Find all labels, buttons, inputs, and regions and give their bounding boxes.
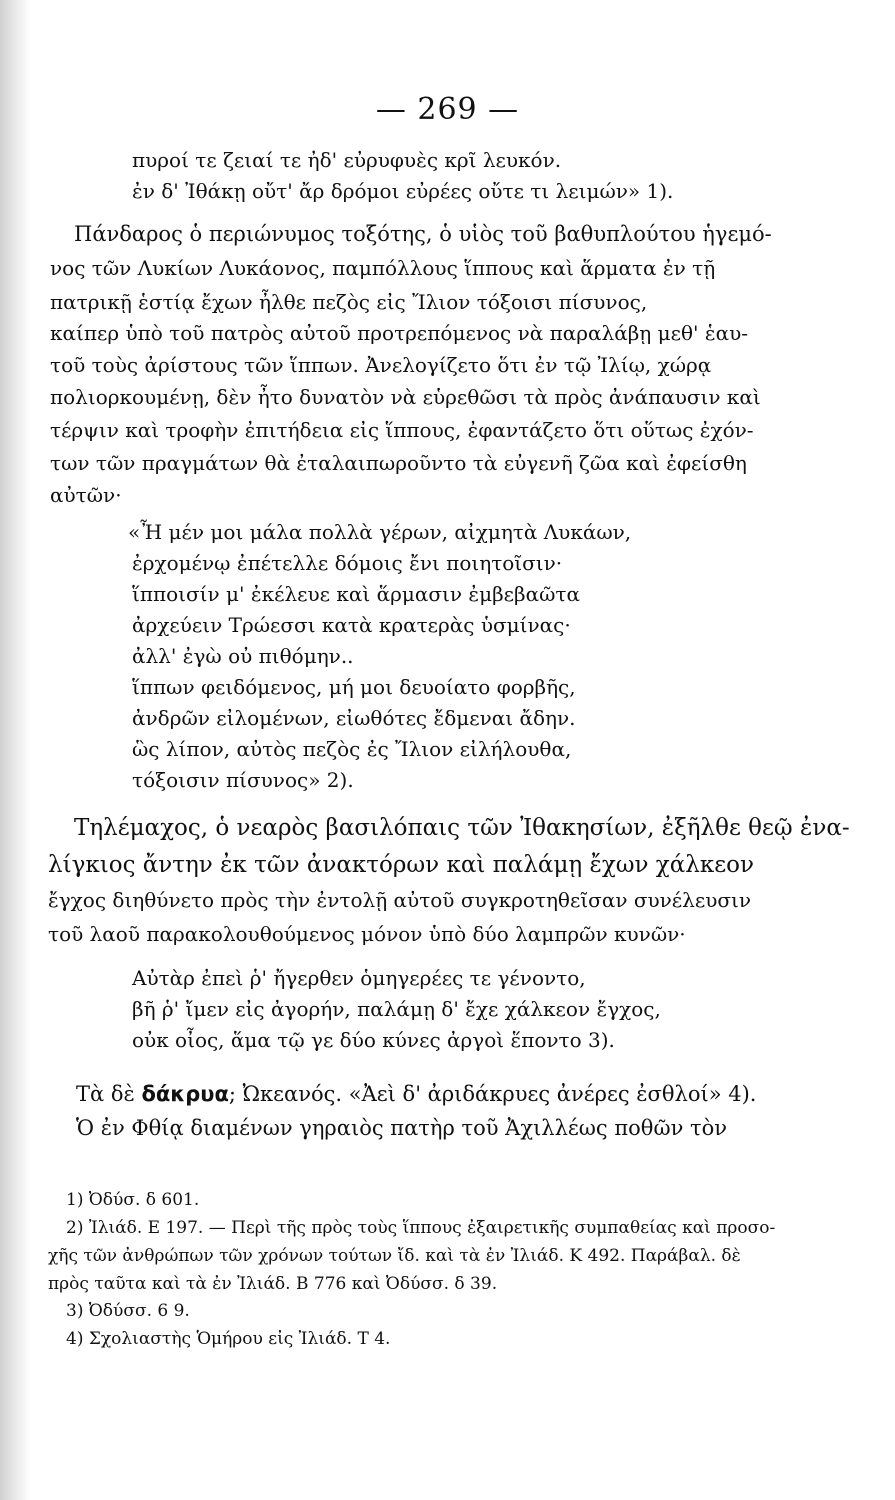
paragraph-line: τέρψιν καὶ τροφὴν ἐπιτήδεια εἰς ἵππους, ἐφαντάζετο ὅτι οὕτως ἐχόν- xyxy=(50,418,754,442)
footnote-line: χῆς τῶν ἀνθρώπων τῶν χρόνων τούτων ἴδ. καὶ τὰ ἐν Ἰλιάδ. Κ 492. Παράβαλ. δὲ xyxy=(48,1246,741,1266)
verse-line: ἵπποισίν μ' ἐκέλευε καὶ ἅρμασιν ἐμβεβαῶτα xyxy=(132,582,580,606)
opening-verse-line: πυροί τε ζειαί τε ἠδ' εὐρυφυὲς κρῖ λευκόν. xyxy=(132,148,562,172)
verse-line: ἀρχεύειν Τρώεσσι κατὰ κρατερὰς ὑσμίνας· xyxy=(132,613,571,637)
opening-verse-line: ἐν δ' Ἰθάκῃ οὔτ' ἄρ δρόμοι εὐρέες οὔτε τι λειμών» 1). xyxy=(132,179,674,203)
verse-line: «Ἦ μέν μοι μάλα πολλὰ γέρων, αἰχμητὰ Λυκάων, xyxy=(128,520,632,544)
paragraph-line: λίγκιος ἄντην ἐκ τῶν ἀνακτόρων καὶ παλάμῃ ἔχων χάλκεον xyxy=(48,852,754,878)
paragraph-line xyxy=(76,1080,756,1108)
paragraph-line: πατρικῇ ἑστίᾳ ἔχων ἦλθε πεζὸς εἰς Ἴλιον τόξοισι πίσυνος, xyxy=(50,290,648,314)
verse-line: ὣς λίπον, αὐτὸς πεζὸς ἐς Ἴλιον εἰλήλουθα, xyxy=(132,737,572,761)
paragraph-line: τοῦ λαοῦ παρακολουθούμενος μόνον ὑπὸ δύο λαμπρῶν κυνῶν· xyxy=(48,922,686,946)
verse-line: ἵππων φειδόμενος, μή μοι δευοίατο φορβῆς, xyxy=(132,675,576,699)
paragraph-line: καίπερ ὑπὸ τοῦ πατρὸς αὐτοῦ προτρεπόμενος νὰ παραλάβῃ μεθ' ἑαυ- xyxy=(50,321,749,345)
paragraph-line: τοῦ τοὺς ἀρίστους τῶν ἵππων. Ἀνελογίζετο ὅτι ἐν τῷ Ἰλίῳ, χώρᾳ xyxy=(50,353,712,377)
paragraph-line: νος τῶν Λυκίων Λυκάονος, παμπόλλους ἵππους καὶ ἅρματα ἐν τῇ xyxy=(50,256,716,280)
verse-line: ἐρχομένῳ ἐπέτελλε δόμοις ἔνι ποιητοῖσιν· xyxy=(132,551,563,575)
paragraph-line: Ὁ ἐν Φθίᾳ διαμένων γηραιὸς πατὴρ τοῦ Ἀχιλλέως ποθῶν τὸν xyxy=(76,1116,728,1140)
footnote-line: 3) Ὀδύσσ. 6 9. xyxy=(66,1301,190,1321)
paragraph-line: Πάνδαρος ὁ περιώνυμος τοξότης, ὁ υἱὸς τοῦ βαθυπλούτου ἡγεμό- xyxy=(74,222,772,246)
footnote-line: 2) Ἰλιάδ. Ε 197. — Περὶ τῆς πρὸς τοὺς ἵππους ἐξαιρετικῆς συμπαθείας καὶ προσο- xyxy=(66,1218,776,1238)
paragraph-line: ἔγχος διηθύνετο πρὸς τὴν ἐντολῇ αὐτοῦ συγκροτηθεῖσαν συνέλευσιν xyxy=(48,888,752,912)
verse-line: τόξοισιν πίσυνος» 2). xyxy=(132,768,354,792)
footnote-line: 4) Σχολιαστὴς Ὁμήρου εἰς Ἰλιάδ. Τ 4. xyxy=(66,1329,391,1349)
paragraph-line: αὐτῶν· xyxy=(50,483,122,507)
verse-line: Αὐτὰρ ἐπεὶ ῥ' ἤγερθεν ὁμηγερέες τε γένοντο, xyxy=(132,966,586,990)
footnote-line: 1) Ὀδύσ. δ 601. xyxy=(66,1190,200,1210)
footnote-line: πρὸς ταῦτα καὶ τὰ ἐν Ἰλιάδ. Β 776 καὶ Ὀδύσσ. δ 39. xyxy=(48,1274,498,1294)
paragraph-line: πολιορκουμένῃ, δὲν ἦτο δυνατὸν νὰ εὑρεθῶσι τὰ πρὸς ἀνάπαυσιν καὶ xyxy=(50,385,761,409)
paragraph-line: των τῶν πραγμάτων θὰ ἐταλαιπωροῦντο τὰ εὐγενῆ ζῶα καὶ ἐφείσθη xyxy=(50,451,747,475)
paragraph-text: ; Ὠκεανός. «Ἀεὶ δ' ἀριδάκρυες ἀνέρες ἐσθλοί» 4). xyxy=(228,1082,757,1106)
verse-line: οὐκ οἶος, ἅμα τῷ γε δύο κύνες ἀργοὶ ἕποντο 3). xyxy=(132,1028,615,1052)
paragraph-line: Τηλέμαχος, ὁ νεαρὸς βασιλόπαις τῶν Ἰθακησίων, ἐξῆλθε θεῷ ἐνα- xyxy=(74,815,850,841)
page-number: — 269 — xyxy=(375,92,520,127)
paragraph-text: Τὰ δὲ xyxy=(76,1082,142,1106)
verse-line: ἀλλ' ἐγὼ οὐ πιθόμην.. xyxy=(132,644,354,668)
verse-line: ἀνδρῶν εἰλομένων, εἰωθότες ἔδμεναι ἄδην. xyxy=(132,706,576,730)
verse-line: βῆ ῥ' ἴμεν εἰς ἀγορήν, παλάμῃ δ' ἔχε χάλκεον ἔγχος, xyxy=(132,997,661,1021)
bold-term: δάκρυα xyxy=(141,1082,229,1106)
page-edge-shadow xyxy=(0,0,30,1500)
